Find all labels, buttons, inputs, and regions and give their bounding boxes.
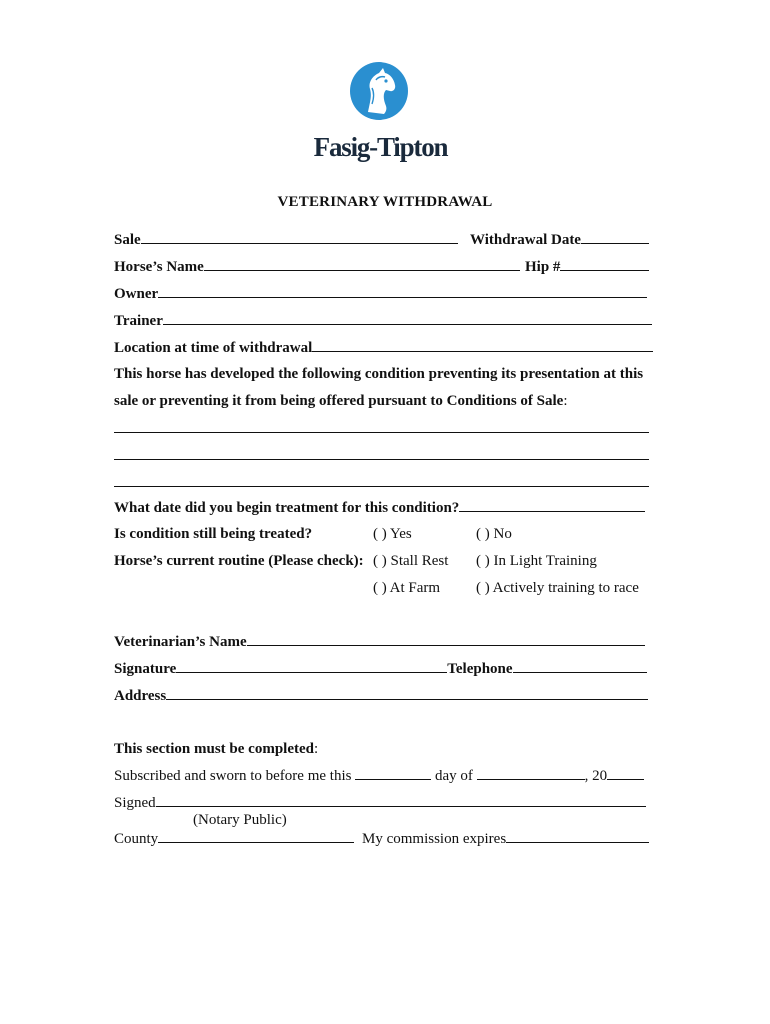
brand-name: Fasig-Tipton [313, 132, 448, 162]
routine-light-training[interactable]: ( ) In Light Training [476, 553, 597, 569]
signature-label: Signature [114, 661, 177, 677]
trainer-field[interactable] [163, 311, 652, 325]
commission-label: My commission expires [362, 831, 507, 847]
fasig-tipton-logo [303, 62, 458, 162]
vet-name-field[interactable] [247, 632, 645, 646]
hip-field[interactable] [560, 257, 649, 271]
county-row [114, 829, 354, 848]
sale-label: Sale [114, 232, 141, 248]
signature-row [114, 659, 647, 678]
telephone-label: Telephone [447, 661, 513, 677]
sale-field[interactable] [141, 230, 458, 244]
sworn-row [114, 766, 644, 785]
condition-text-2-row: sale or preventing it from being offered pursuant to Conditions of Sale: [114, 393, 568, 409]
treatment-date-row [114, 498, 645, 517]
still-treated-label: Is condition still being treated? [114, 526, 313, 542]
sworn-text-1: Subscribed and sworn to before me this [114, 768, 352, 784]
condition-line-2[interactable] [114, 459, 649, 460]
sworn-text-2: day of [434, 768, 473, 784]
still-treated-yes[interactable]: ( ) Yes [373, 526, 412, 542]
horse-head-icon [350, 62, 408, 120]
trainer-row [114, 311, 652, 330]
condition-line-3[interactable] [114, 486, 649, 487]
condition-text-2: sale or preventing it from being offered pursuant to Conditions of Sale [114, 393, 564, 409]
owner-row [114, 284, 647, 303]
routine-label: Horse’s current routine (Please check): [114, 553, 364, 569]
sworn-day-field[interactable] [355, 766, 431, 780]
routine-stall-rest[interactable]: ( ) Stall Rest [373, 553, 449, 569]
routine-at-farm[interactable]: ( ) At Farm [373, 580, 441, 596]
still-treated-no[interactable]: ( ) No [476, 526, 512, 542]
address-field[interactable] [166, 686, 648, 700]
signed-field[interactable] [156, 793, 646, 807]
sworn-text-3: , 20 [584, 768, 608, 784]
vet-name-row [114, 632, 645, 651]
county-label: County [114, 831, 159, 847]
hip-row [525, 257, 649, 276]
condition-line-1[interactable] [114, 432, 649, 433]
location-row [114, 338, 653, 357]
sworn-year-field[interactable] [607, 766, 644, 780]
county-field[interactable] [158, 829, 354, 843]
notary-heading: This section must be completed [114, 741, 314, 757]
vet-name-label: Veterinarian’s Name [114, 634, 247, 650]
treatment-date-field[interactable] [459, 498, 645, 512]
condition-text-1: This horse has developed the following condition preventing its presentation at this [114, 366, 644, 382]
telephone-field[interactable] [513, 659, 647, 673]
owner-field[interactable] [158, 284, 647, 298]
notary-public-label: (Notary Public) [193, 812, 287, 828]
withdrawal-date-field[interactable] [581, 230, 649, 244]
form-title: VETERINARY WITHDRAWAL [277, 194, 493, 210]
withdrawal-date-label: Withdrawal Date [470, 232, 581, 248]
treatment-date-label: What date did you begin treatment for this condition? [114, 500, 460, 516]
horse-name-row [114, 257, 520, 276]
owner-label: Owner [114, 286, 159, 302]
commission-row [362, 829, 649, 848]
horse-name-label: Horse’s Name [114, 259, 204, 275]
trainer-label: Trainer [114, 313, 163, 329]
address-label: Address [114, 688, 167, 704]
signature-field[interactable] [176, 659, 447, 673]
location-field[interactable] [312, 338, 653, 352]
withdrawal-date-row [470, 230, 649, 249]
signed-row [114, 793, 646, 812]
horse-name-field[interactable] [204, 257, 520, 271]
routine-actively-training[interactable]: ( ) Actively training to race [476, 580, 639, 596]
notary-heading-row: This section must be completed: [114, 741, 319, 757]
location-label: Location at time of withdrawal [114, 340, 313, 356]
signed-label: Signed [114, 795, 156, 811]
commission-field[interactable] [506, 829, 649, 843]
address-row [114, 686, 648, 705]
hip-label: Hip # [525, 259, 561, 275]
sworn-month-field[interactable] [477, 766, 585, 780]
sale-row [114, 230, 458, 249]
